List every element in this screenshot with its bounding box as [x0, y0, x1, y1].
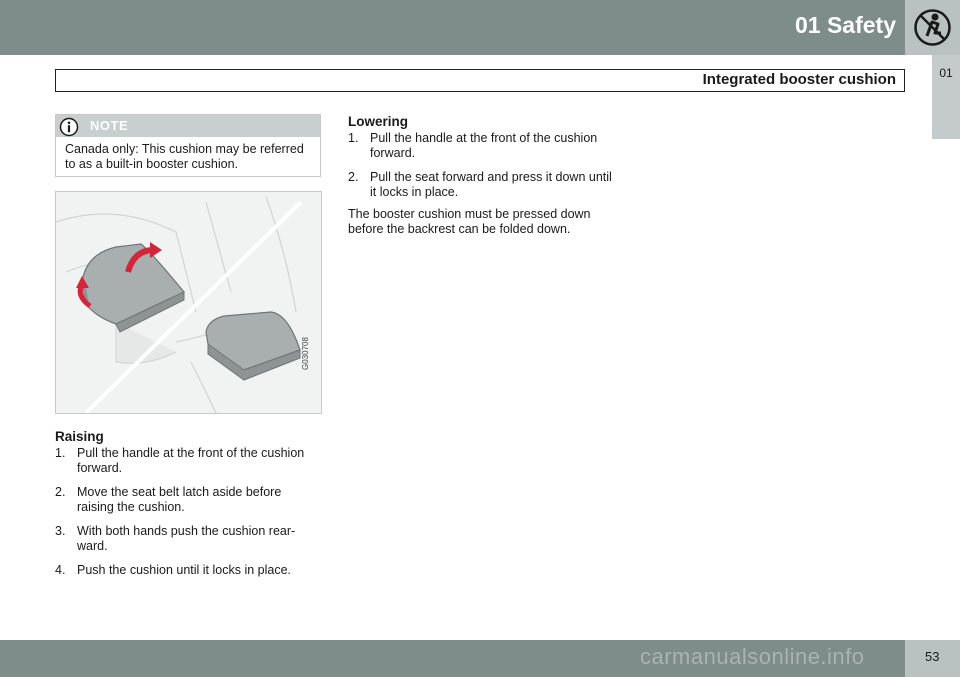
lowering-heading: Lowering: [348, 114, 408, 129]
list-item: [55, 446, 320, 476]
step-number: 3.: [55, 524, 66, 538]
step-number: 2.: [55, 485, 66, 499]
booster-cushion-illustration: [55, 191, 322, 414]
note-box: [55, 114, 321, 177]
step-text: With both hands push the cushion rear-ward.: [77, 524, 296, 553]
step-text: Pull the seat forward and press it down until it locks in place.: [370, 170, 612, 199]
watermark: carmanualsonline.info: [640, 644, 865, 669]
no-rear-facing-child-seat-icon: [905, 0, 960, 55]
lowering-note: The booster cushion must be pressed down before the backrest can be folded down.: [348, 207, 591, 236]
note-text: Canada only: This cushion may be referred to as a built-in booster cushion.: [65, 142, 304, 171]
step-text: Pull the handle at the front of the cushion forward.: [370, 131, 598, 160]
step-number: 4.: [55, 563, 66, 577]
chapter-tab-number: 01: [939, 66, 953, 80]
note-header: [56, 115, 320, 137]
chapter-title: 01 Safety: [794, 12, 896, 38]
list-item: [348, 131, 613, 161]
step-text: Push the cushion until it locks in place.: [77, 563, 292, 577]
list-item: [55, 524, 320, 554]
list-item: [55, 485, 320, 515]
raising-heading: Raising: [55, 429, 104, 444]
step-text: Move the seat belt latch aside before raising the cushion.: [77, 485, 282, 514]
step-text: Pull the handle at the front of the cushion forward.: [77, 446, 305, 475]
list-item: [348, 170, 613, 200]
section-header: [55, 69, 905, 92]
lowering-steps: [348, 131, 613, 209]
section-title: Integrated booster cushion: [702, 71, 896, 88]
raising-steps: [55, 446, 320, 587]
page-number: 53: [925, 649, 940, 664]
step-number: 1.: [55, 446, 66, 460]
info-icon: [58, 116, 80, 138]
step-number: 2.: [348, 170, 359, 184]
list-item: [55, 563, 320, 578]
note-label: NOTE: [90, 118, 129, 133]
figure-code: G030708: [301, 337, 310, 370]
step-number: 1.: [348, 131, 359, 145]
